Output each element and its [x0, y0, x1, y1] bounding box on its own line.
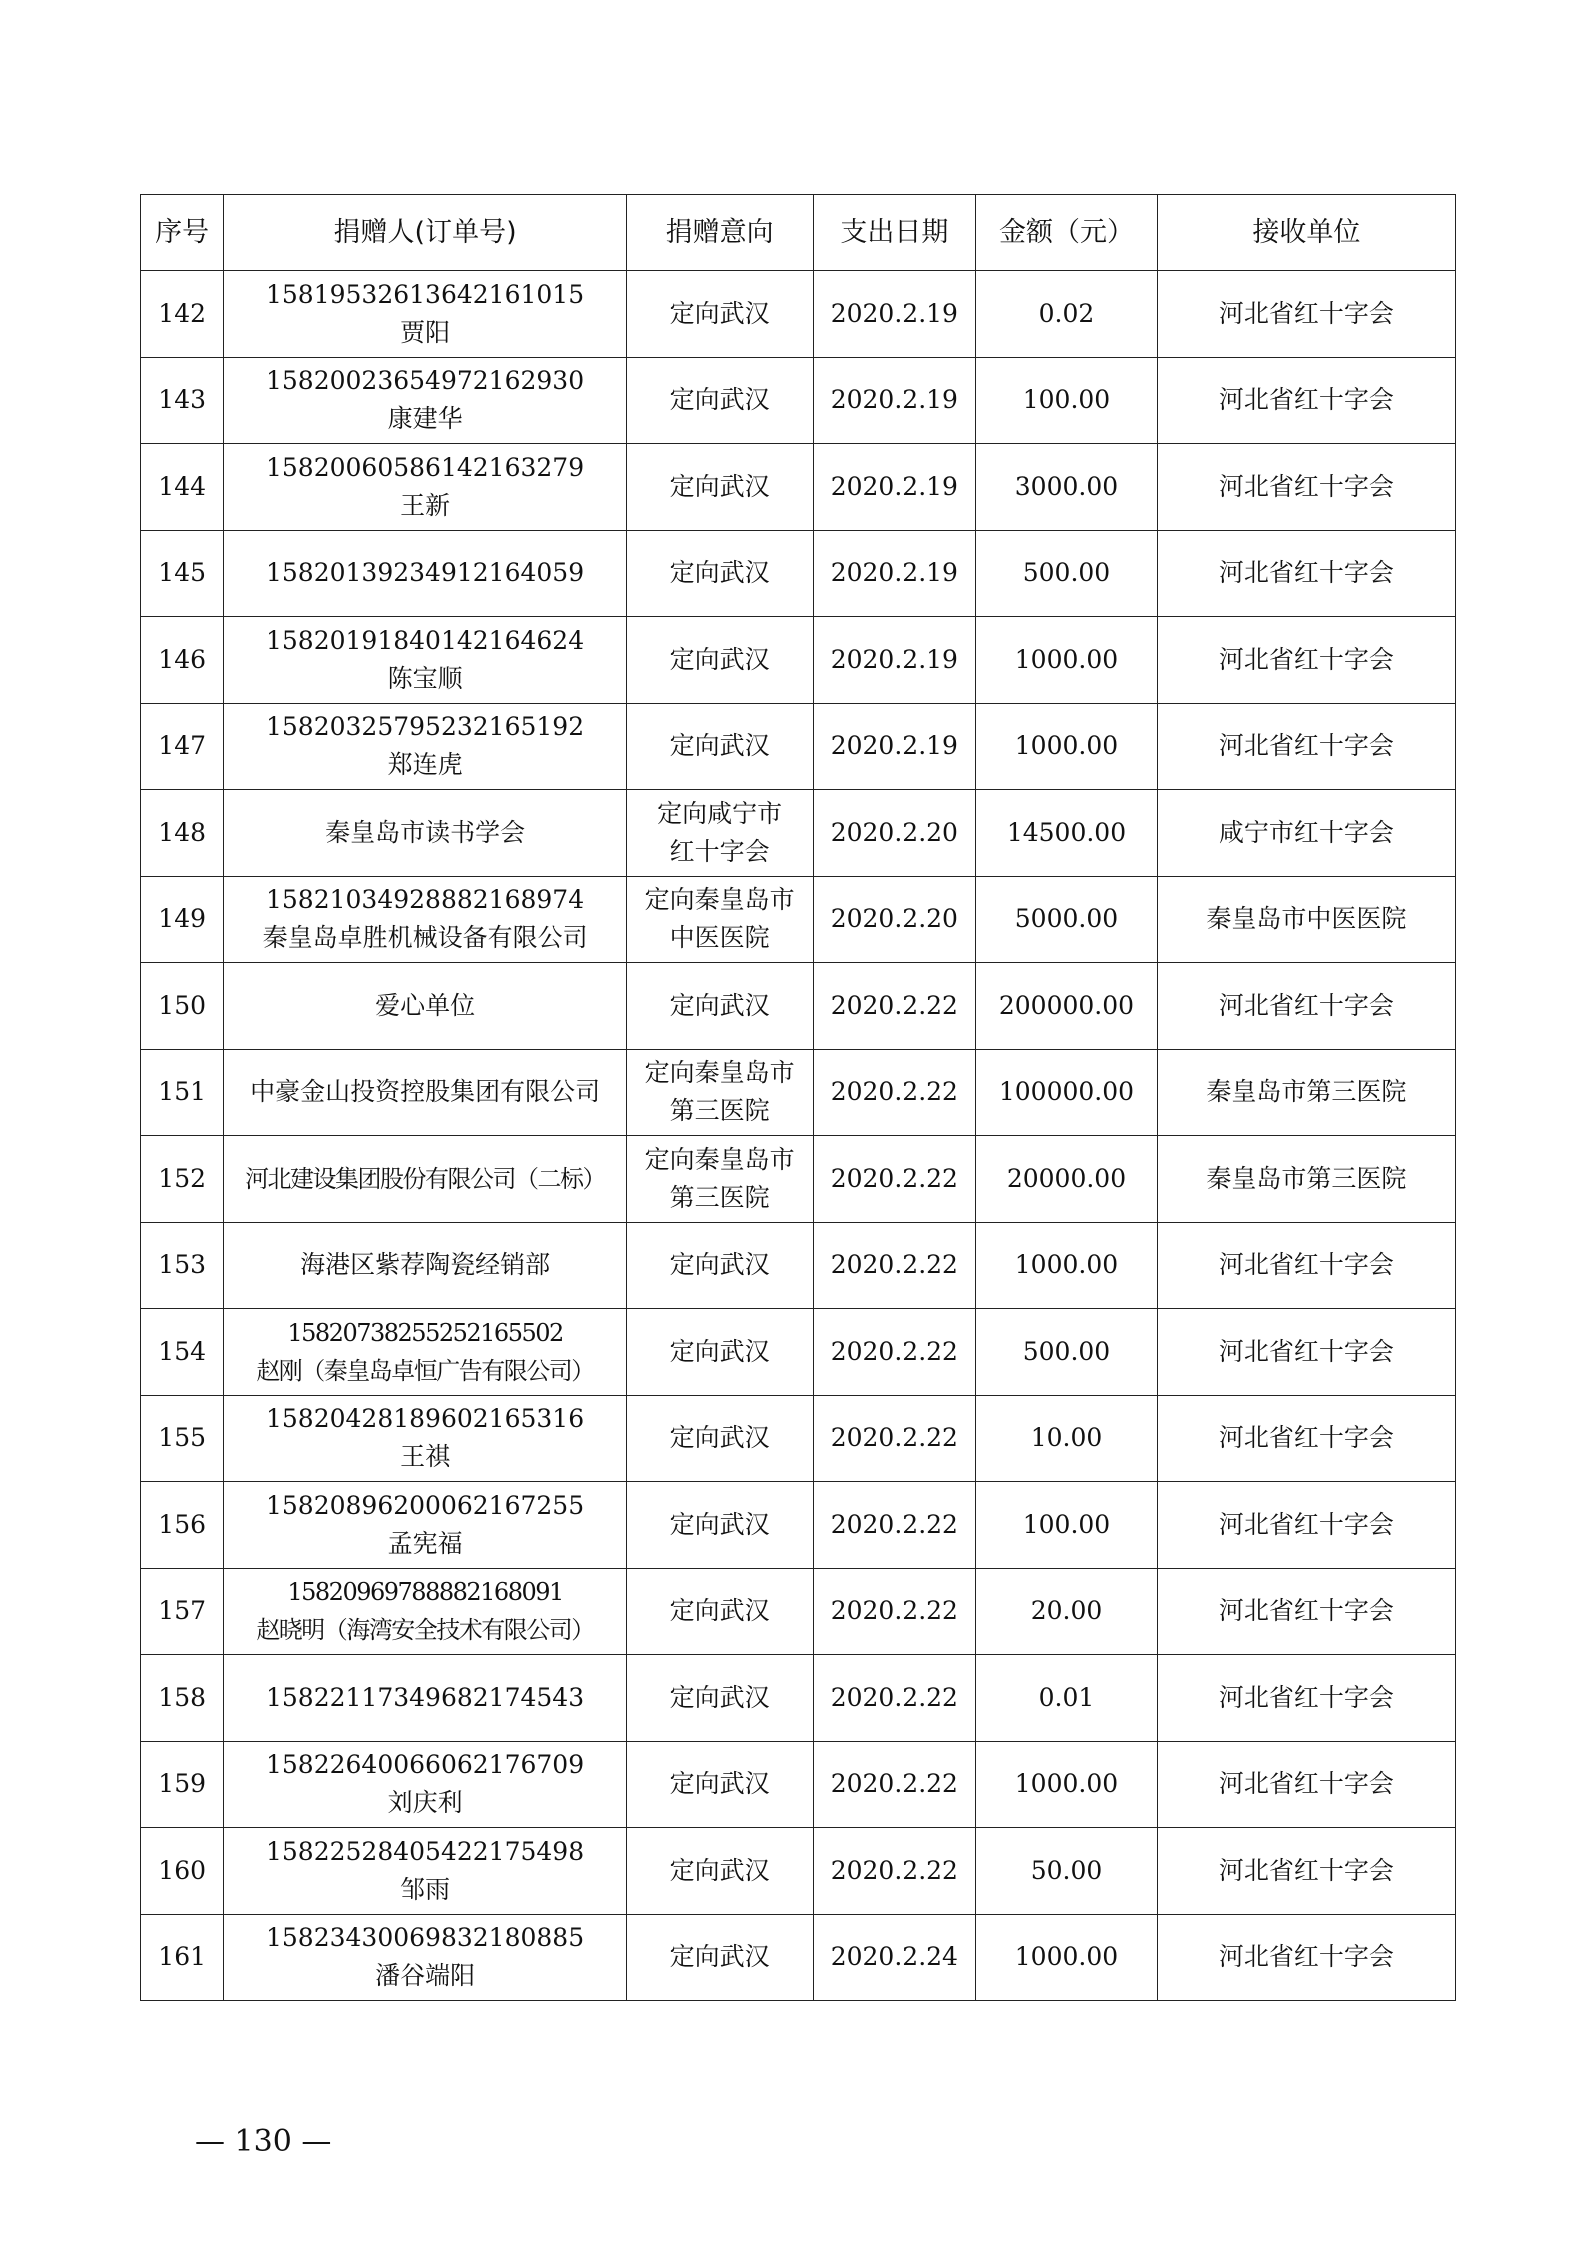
- cell-date: [813, 1222, 976, 1309]
- cell-amount: [976, 876, 1158, 963]
- order-number: 15820969788882168091: [287, 1578, 563, 1607]
- cell-donor: [224, 963, 627, 1050]
- row-number: 149: [158, 904, 207, 934]
- cell-date: [813, 1655, 976, 1742]
- table-row: [141, 1395, 1456, 1482]
- cell-donor: [224, 1049, 627, 1136]
- purpose-line: 定向武汉: [669, 644, 770, 674]
- donor-name: 赵刚（秦皇岛卓恒广告有限公司）: [256, 1356, 594, 1385]
- order-number: 15820896200062167255: [266, 1490, 585, 1520]
- cell-no: [141, 790, 224, 877]
- row-number: 150: [158, 990, 207, 1020]
- cell-donor: [224, 790, 627, 877]
- cell-no: [141, 1655, 224, 1742]
- header-receiver: 接收单位: [1157, 195, 1455, 271]
- purpose-line: 定向咸宁市: [657, 798, 783, 828]
- table-header: [141, 195, 1456, 271]
- order-number: 15820060586142163279: [266, 452, 585, 482]
- receiver-name: 秦皇岛市第三医院: [1206, 1077, 1407, 1107]
- cell-date: [813, 530, 976, 617]
- purpose-line: 定向武汉: [669, 731, 770, 761]
- cell-purpose: [626, 1914, 813, 2001]
- cell-receiver: [1157, 790, 1455, 877]
- cell-purpose: [626, 1049, 813, 1136]
- donor-name: 海港区紫荐陶瓷经销部: [300, 1250, 551, 1280]
- amount-value: 5000.00: [1014, 904, 1119, 934]
- row-number: 160: [158, 1855, 207, 1885]
- cell-receiver: [1157, 703, 1455, 790]
- expense-date: 2020.2.20: [830, 817, 958, 847]
- donor-name: 潘谷端阳: [375, 1961, 476, 1991]
- table-row: [141, 1309, 1456, 1396]
- cell-donor: [224, 530, 627, 617]
- order-number: 15820428189602165316: [266, 1404, 585, 1434]
- cell-purpose: [626, 1655, 813, 1742]
- receiver-name: 咸宁市红十字会: [1218, 817, 1394, 847]
- amount-value: 500.00: [1022, 1336, 1111, 1366]
- table-row: [141, 1482, 1456, 1569]
- table-row: [141, 1741, 1456, 1828]
- row-number: 161: [158, 1942, 207, 1972]
- receiver-name: 河北省红十字会: [1218, 385, 1394, 415]
- cell-no: [141, 1136, 224, 1223]
- donor-name: 秦皇岛市读书学会: [325, 817, 526, 847]
- row-number: 154: [158, 1336, 207, 1366]
- cell-receiver: [1157, 1309, 1455, 1396]
- expense-date: 2020.2.19: [830, 298, 958, 328]
- table-body: [141, 271, 1456, 2001]
- row-number: 151: [158, 1077, 207, 1107]
- order-number: 15822640066062176709: [266, 1750, 585, 1780]
- cell-amount: [976, 1136, 1158, 1223]
- receiver-name: 河北省红十字会: [1218, 471, 1394, 501]
- cell-date: [813, 617, 976, 704]
- expense-date: 2020.2.22: [830, 1769, 958, 1799]
- expense-date: 2020.2.22: [830, 1596, 958, 1626]
- table-row: [141, 1655, 1456, 1742]
- row-number: 156: [158, 1509, 207, 1539]
- cell-donor: [224, 444, 627, 531]
- table-row: [141, 617, 1456, 704]
- cell-date: [813, 1568, 976, 1655]
- table-row: [141, 1136, 1456, 1223]
- table-row: [141, 963, 1456, 1050]
- table-row: [141, 1222, 1456, 1309]
- cell-receiver: [1157, 1482, 1455, 1569]
- cell-date: [813, 703, 976, 790]
- cell-no: [141, 703, 224, 790]
- donor-name: 邹雨: [400, 1874, 451, 1904]
- table-row: [141, 1828, 1456, 1915]
- cell-receiver: [1157, 1222, 1455, 1309]
- cell-receiver: [1157, 271, 1455, 358]
- cell-amount: [976, 1914, 1158, 2001]
- expense-date: 2020.2.19: [830, 644, 958, 674]
- cell-purpose: [626, 790, 813, 877]
- cell-receiver: [1157, 444, 1455, 531]
- receiver-name: 河北省红十字会: [1218, 1596, 1394, 1626]
- purpose-line-2: 第三医院: [669, 1096, 770, 1126]
- cell-date: [813, 1741, 976, 1828]
- cell-purpose: [626, 617, 813, 704]
- cell-no: [141, 1049, 224, 1136]
- cell-amount: [976, 790, 1158, 877]
- header-donor: 捐赠人(订单号): [224, 195, 627, 271]
- cell-no: [141, 1309, 224, 1396]
- cell-no: [141, 1914, 224, 2001]
- row-number: 155: [158, 1423, 207, 1453]
- purpose-line: 定向武汉: [669, 1336, 770, 1366]
- cell-purpose: [626, 1136, 813, 1223]
- cell-purpose: [626, 1222, 813, 1309]
- cell-purpose: [626, 1309, 813, 1396]
- cell-no: [141, 617, 224, 704]
- row-number: 142: [158, 298, 207, 328]
- cell-receiver: [1157, 1568, 1455, 1655]
- purpose-line-2: 中医医院: [669, 923, 770, 953]
- order-number: 15820191840142164624: [266, 625, 585, 655]
- donor-name: 爱心单位: [375, 990, 476, 1020]
- purpose-line: 定向武汉: [669, 990, 770, 1020]
- expense-date: 2020.2.20: [830, 904, 958, 934]
- order-number: 15822117349682174543: [266, 1682, 585, 1712]
- cell-receiver: [1157, 1136, 1455, 1223]
- row-number: 148: [158, 817, 207, 847]
- receiver-name: 河北省红十字会: [1218, 1682, 1394, 1712]
- order-number: 15820023654972162930: [266, 366, 585, 396]
- header-row: [141, 195, 1456, 271]
- cell-no: [141, 1395, 224, 1482]
- cell-amount: [976, 1395, 1158, 1482]
- receiver-name: 河北省红十字会: [1218, 558, 1394, 588]
- purpose-line: 定向武汉: [669, 1769, 770, 1799]
- cell-no: [141, 963, 224, 1050]
- expense-date: 2020.2.22: [830, 1423, 958, 1453]
- cell-receiver: [1157, 1914, 1455, 2001]
- order-number: 15820738255252165502: [287, 1318, 563, 1347]
- cell-amount: [976, 444, 1158, 531]
- table-row: [141, 1914, 1456, 2001]
- row-number: 152: [158, 1163, 207, 1193]
- cell-amount: [976, 357, 1158, 444]
- purpose-line: 定向武汉: [669, 1942, 770, 1972]
- cell-donor: [224, 876, 627, 963]
- cell-amount: [976, 1741, 1158, 1828]
- cell-amount: [976, 1482, 1158, 1569]
- purpose-line: 定向秦皇岛市: [644, 1058, 795, 1088]
- purpose-line-2: 红十字会: [669, 836, 770, 866]
- cell-purpose: [626, 1482, 813, 1569]
- table-row: [141, 530, 1456, 617]
- receiver-name: 河北省红十字会: [1218, 1855, 1394, 1885]
- expense-date: 2020.2.19: [830, 385, 958, 415]
- donor-name: 秦皇岛卓胜机械设备有限公司: [262, 923, 588, 953]
- donor-name: 河北建设集团股份有限公司（二标）: [245, 1164, 606, 1193]
- header-purpose: 捐赠意向: [626, 195, 813, 271]
- cell-no: [141, 357, 224, 444]
- cell-purpose: [626, 530, 813, 617]
- cell-no: [141, 1741, 224, 1828]
- cell-receiver: [1157, 1828, 1455, 1915]
- cell-no: [141, 1568, 224, 1655]
- cell-purpose: [626, 1741, 813, 1828]
- amount-value: 1000.00: [1014, 1769, 1119, 1799]
- cell-donor: [224, 1136, 627, 1223]
- cell-date: [813, 1309, 976, 1396]
- table-row: [141, 271, 1456, 358]
- cell-date: [813, 444, 976, 531]
- cell-donor: [224, 1309, 627, 1396]
- cell-purpose: [626, 444, 813, 531]
- table-row: [141, 876, 1456, 963]
- purpose-line: 定向武汉: [669, 385, 770, 415]
- row-number: 157: [158, 1596, 207, 1626]
- cell-amount: [976, 1655, 1158, 1742]
- order-number: 15823430069832180885: [266, 1923, 585, 1953]
- donation-table: [140, 194, 1456, 2001]
- amount-value: 20000.00: [1006, 1163, 1127, 1193]
- amount-value: 14500.00: [1006, 817, 1127, 847]
- cell-date: [813, 271, 976, 358]
- donor-name: 郑连虎: [387, 750, 463, 780]
- expense-date: 2020.2.24: [830, 1942, 958, 1972]
- expense-date: 2020.2.22: [830, 1077, 958, 1107]
- purpose-line-2: 第三医院: [669, 1182, 770, 1212]
- cell-receiver: [1157, 876, 1455, 963]
- receiver-name: 秦皇岛市中医医院: [1206, 904, 1407, 934]
- table-row: [141, 357, 1456, 444]
- cell-date: [813, 1049, 976, 1136]
- cell-no: [141, 530, 224, 617]
- header-date: 支出日期: [813, 195, 976, 271]
- receiver-name: 河北省红十字会: [1218, 1250, 1394, 1280]
- donor-name: 刘庆利: [387, 1788, 463, 1818]
- cell-donor: [224, 271, 627, 358]
- purpose-line: 定向武汉: [669, 1682, 770, 1712]
- donor-name: 王新: [400, 490, 451, 520]
- cell-no: [141, 1482, 224, 1569]
- cell-receiver: [1157, 1741, 1455, 1828]
- expense-date: 2020.2.22: [830, 1336, 958, 1366]
- donor-name: 王祺: [400, 1442, 451, 1472]
- receiver-name: 河北省红十字会: [1218, 644, 1394, 674]
- expense-date: 2020.2.22: [830, 1509, 958, 1539]
- expense-date: 2020.2.22: [830, 1682, 958, 1712]
- cell-date: [813, 876, 976, 963]
- cell-donor: [224, 1828, 627, 1915]
- purpose-line: 定向秦皇岛市: [644, 885, 795, 915]
- cell-donor: [224, 1914, 627, 2001]
- table-row: [141, 444, 1456, 531]
- amount-value: 0.02: [1038, 298, 1095, 328]
- cell-receiver: [1157, 1395, 1455, 1482]
- table-row: [141, 703, 1456, 790]
- expense-date: 2020.2.22: [830, 1163, 958, 1193]
- amount-value: 0.01: [1038, 1682, 1095, 1712]
- cell-no: [141, 876, 224, 963]
- cell-donor: [224, 1222, 627, 1309]
- order-number: 15821034928882168974: [266, 885, 585, 915]
- cell-amount: [976, 530, 1158, 617]
- cell-donor: [224, 1741, 627, 1828]
- donor-name: 陈宝顺: [387, 663, 463, 693]
- cell-donor: [224, 1395, 627, 1482]
- receiver-name: 河北省红十字会: [1218, 990, 1394, 1020]
- amount-value: 1000.00: [1014, 644, 1119, 674]
- cell-purpose: [626, 1568, 813, 1655]
- purpose-line: 定向秦皇岛市: [644, 1144, 795, 1174]
- cell-receiver: [1157, 617, 1455, 704]
- cell-purpose: [626, 1828, 813, 1915]
- receiver-name: 秦皇岛市第三医院: [1206, 1163, 1407, 1193]
- amount-value: 20.00: [1030, 1596, 1103, 1626]
- receiver-name: 河北省红十字会: [1218, 1942, 1394, 1972]
- row-number: 158: [158, 1682, 207, 1712]
- expense-date: 2020.2.19: [830, 731, 958, 761]
- cell-no: [141, 444, 224, 531]
- cell-amount: [976, 703, 1158, 790]
- cell-date: [813, 357, 976, 444]
- expense-date: 2020.2.22: [830, 1855, 958, 1885]
- cell-amount: [976, 271, 1158, 358]
- receiver-name: 河北省红十字会: [1218, 1423, 1394, 1453]
- amount-value: 1000.00: [1014, 1942, 1119, 1972]
- receiver-name: 河北省红十字会: [1218, 1336, 1394, 1366]
- cell-amount: [976, 963, 1158, 1050]
- table-row: [141, 790, 1456, 877]
- cell-receiver: [1157, 530, 1455, 617]
- cell-receiver: [1157, 1655, 1455, 1742]
- cell-date: [813, 790, 976, 877]
- amount-value: 3000.00: [1014, 471, 1119, 501]
- donor-name: 孟宪福: [387, 1528, 463, 1558]
- expense-date: 2020.2.22: [830, 990, 958, 1020]
- cell-amount: [976, 1568, 1158, 1655]
- cell-donor: [224, 1482, 627, 1569]
- donor-name: 康建华: [387, 404, 463, 434]
- receiver-name: 河北省红十字会: [1218, 298, 1394, 328]
- table-row: [141, 1049, 1456, 1136]
- cell-purpose: [626, 1395, 813, 1482]
- amount-value: 100000.00: [998, 1077, 1135, 1107]
- cell-donor: [224, 1655, 627, 1742]
- cell-date: [813, 963, 976, 1050]
- cell-date: [813, 1914, 976, 2001]
- purpose-line: 定向武汉: [669, 1855, 770, 1885]
- cell-purpose: [626, 703, 813, 790]
- expense-date: 2020.2.22: [830, 1250, 958, 1280]
- page-number: — 130 —: [195, 2124, 332, 2159]
- cell-receiver: [1157, 963, 1455, 1050]
- expense-date: 2020.2.19: [830, 558, 958, 588]
- expense-date: 2020.2.19: [830, 471, 958, 501]
- cell-date: [813, 1828, 976, 1915]
- cell-amount: [976, 1309, 1158, 1396]
- cell-donor: [224, 357, 627, 444]
- row-number: 147: [158, 731, 207, 761]
- cell-receiver: [1157, 357, 1455, 444]
- purpose-line: 定向武汉: [669, 1250, 770, 1280]
- order-number: 15819532613642161015: [266, 279, 585, 309]
- cell-purpose: [626, 876, 813, 963]
- table-row: [141, 1568, 1456, 1655]
- cell-amount: [976, 1049, 1158, 1136]
- receiver-name: 河北省红十字会: [1218, 1509, 1394, 1539]
- amount-value: 50.00: [1030, 1855, 1103, 1885]
- cell-purpose: [626, 963, 813, 1050]
- cell-date: [813, 1395, 976, 1482]
- donor-name: 赵晓明（海湾安全技术有限公司）: [256, 1616, 594, 1645]
- amount-value: 200000.00: [998, 990, 1135, 1020]
- cell-no: [141, 1828, 224, 1915]
- cell-receiver: [1157, 1049, 1455, 1136]
- amount-value: 100.00: [1022, 385, 1111, 415]
- cell-no: [141, 271, 224, 358]
- receiver-name: 河北省红十字会: [1218, 1769, 1394, 1799]
- receiver-name: 河北省红十字会: [1218, 731, 1394, 761]
- cell-purpose: [626, 357, 813, 444]
- row-number: 159: [158, 1769, 207, 1799]
- row-number: 143: [158, 385, 207, 415]
- order-number: 15820139234912164059: [266, 558, 585, 588]
- amount-value: 1000.00: [1014, 731, 1119, 761]
- cell-amount: [976, 1828, 1158, 1915]
- cell-donor: [224, 1568, 627, 1655]
- donor-name: 贾阳: [400, 317, 451, 347]
- row-number: 153: [158, 1250, 207, 1280]
- amount-value: 100.00: [1022, 1509, 1111, 1539]
- purpose-line: 定向武汉: [669, 1596, 770, 1626]
- cell-amount: [976, 617, 1158, 704]
- cell-purpose: [626, 271, 813, 358]
- cell-date: [813, 1482, 976, 1569]
- amount-value: 10.00: [1030, 1423, 1103, 1453]
- row-number: 146: [158, 644, 207, 674]
- amount-value: 500.00: [1022, 558, 1111, 588]
- purpose-line: 定向武汉: [669, 558, 770, 588]
- amount-value: 1000.00: [1014, 1250, 1119, 1280]
- purpose-line: 定向武汉: [669, 298, 770, 328]
- purpose-line: 定向武汉: [669, 1509, 770, 1539]
- header-no: 序号: [141, 195, 224, 271]
- purpose-line: 定向武汉: [669, 1423, 770, 1453]
- cell-donor: [224, 617, 627, 704]
- header-amount: 金额（元）: [976, 195, 1158, 271]
- purpose-line: 定向武汉: [669, 471, 770, 501]
- row-number: 145: [158, 558, 207, 588]
- order-number: 15820325795232165192: [266, 712, 585, 742]
- cell-donor: [224, 703, 627, 790]
- donor-name: 中豪金山投资控股集团有限公司: [250, 1077, 601, 1107]
- order-number: 15822528405422175498: [266, 1836, 585, 1866]
- cell-amount: [976, 1222, 1158, 1309]
- cell-no: [141, 1222, 224, 1309]
- cell-date: [813, 1136, 976, 1223]
- row-number: 144: [158, 471, 207, 501]
